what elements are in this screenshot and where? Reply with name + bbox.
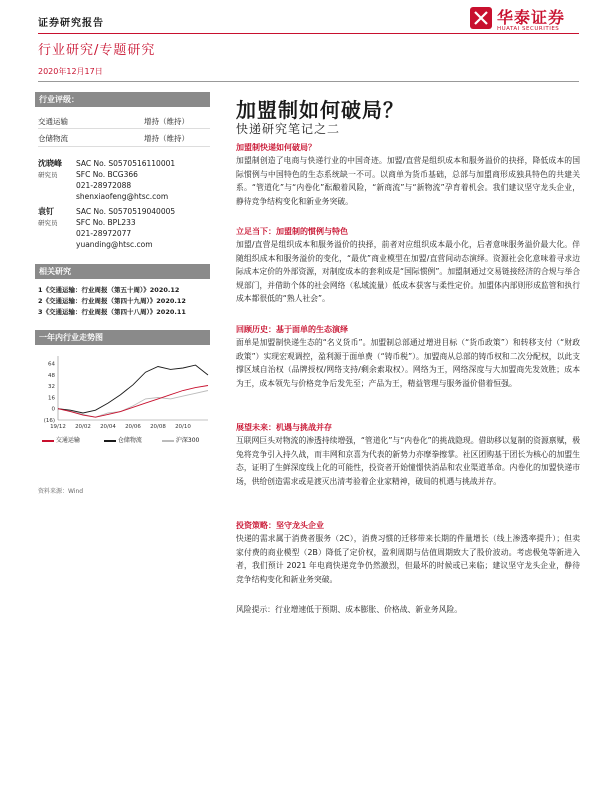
analyst-card	[38, 206, 210, 254]
analyst-email[interactable]: yuanding@htsc.com	[76, 240, 153, 249]
legend-swatch	[162, 440, 174, 442]
analyst-name: 沈晓峰	[38, 159, 62, 168]
x-tick-label: 20/06	[125, 424, 141, 430]
report-type-label: 证券研究报告	[38, 18, 104, 29]
related-list	[38, 285, 212, 318]
chart-section-header: 一年内行业走势图	[35, 330, 210, 345]
legend-item	[42, 435, 80, 444]
logo-cn-text: 华泰证券	[497, 8, 566, 27]
section-heading: 加盟制快递如何破局？	[236, 143, 316, 152]
y-tick-label: 64	[48, 361, 55, 368]
section-heading: 投资策略：坚守龙头企业	[236, 521, 324, 530]
rating-value: 增持（维持）	[144, 117, 189, 126]
related-section-header: 相关研究	[35, 264, 210, 279]
rating-sector: 仓储物流	[38, 134, 68, 143]
y-tick-label: 32	[48, 384, 55, 391]
related-item[interactable]: 1《交通运输：行业周报（第五十周）》2020.12	[38, 286, 180, 294]
section-heading: 展望未来：机遇与挑战并存	[236, 423, 332, 432]
analyst-sfc: SFC No. BCG366	[76, 170, 138, 179]
page-subtitle: 快递研究笔记之二	[236, 122, 341, 136]
report-date: 2020年12月17日	[38, 67, 103, 76]
section-body: 加盟/直营是组织成本和服务溢价的抉择，前者对应组织成本最小化，后者意味服务溢价最大化。伴随组织成本和服务溢价的变化，“最优”商业模型在加盟/直营间动态演绎。资源社会化意味着寻求边际成本定价的外部资源，对制度成本的套利成是“国际惯例”。加盟制通过交易链接经济的合规与举合规部门，并借助个体的社会网络（私域流量）低成本获客与柔性定价。加盟体内部则形成监管和执行成本都很低的“熟人社会”。	[236, 240, 580, 304]
analyst-sac: SAC No. S0570519040005	[76, 207, 176, 216]
industry-trend-chart	[38, 352, 213, 436]
related-item[interactable]: 3《交通运输：行业周报（第四十八周）》2020.11	[38, 308, 186, 316]
page-title: 加盟制如何破局？	[236, 98, 404, 122]
section-body: 互联网巨头对物流的渗透持续增强，“管道化”与“内卷化”的挑战隐现。借助移以复制的资源禀赋，极兔将竞争引入持久战，而丰网和京喜为代表的新势力亦摩拳擦掌。社区团购基于团长为核心的加盟生态，证明了生鲜深度线上化的可能性，投资者开始憧憬快消品和农业渠道革命。内卷化的加盟快递市场，供给创造需求或是渡灭出清考验着企业家精神，破局的机遇与挑战并存。	[236, 436, 580, 486]
section-heading: 回顾历史：基于面单的生态演绎	[236, 325, 348, 334]
huatai-logo-icon	[470, 7, 492, 29]
analyst-email[interactable]: shenxiaofeng@htsc.com	[76, 192, 169, 201]
y-tick-label: 16	[48, 395, 55, 402]
legend-item	[104, 435, 142, 444]
header-bottom-divider	[38, 81, 579, 82]
rating-divider	[38, 146, 210, 147]
section-body: 快递的需求属于消费者服务（2C），消费习惯的迁移带来长期的件量增长（线上渗透率提升）；但卖家付费的商业模型（2B）降低了定价权，盈利周期与估值周期致大了股价波动。考虑极兔等新进入者，我们预计 2021 年电商快递竞争仍然激烈，但最坏的时候或已来临；建议坚守龙头企业，静待竞争结构变化和新业务突破。	[236, 534, 580, 584]
analyst-sfc: SFC No. BPL233	[76, 218, 136, 227]
analyst-name: 袁钉	[38, 207, 54, 216]
legend-swatch	[104, 440, 116, 442]
rating-value: 增持（维持）	[144, 134, 189, 143]
legend-label: 交通运输	[55, 437, 80, 444]
x-tick-label: 20/10	[175, 424, 191, 430]
analyst-phone: 021-28972088	[76, 181, 132, 190]
chart-source: 资料来源：Wind	[38, 488, 84, 495]
x-tick-label: 19/12	[50, 424, 66, 430]
header-divider	[38, 33, 579, 34]
section-body: 面单是加盟制快递生态的“名义货币”。加盟制总部通过增进目标（“货币政策”）和转移支付（“财政政策”）实现宏观调控，盈利源于面单费（“铸币税”）。加盟商从总部的铸币权和二次分配权，以此支撑区域自治权（品牌授权/网络支持/剩余索取权）。网络为王，网络深度与大加盟商先发效胜；成本为王，成本领先与价格竞争后发先至；产品为王，精益管理与服务溢价借着恒强。	[236, 338, 580, 388]
analyst-card	[38, 158, 210, 206]
x-tick-label: 20/08	[150, 424, 166, 430]
rating-divider	[38, 128, 210, 129]
y-tick-label: 48	[48, 372, 55, 379]
rating-sector: 交通运输	[38, 117, 68, 126]
series-line	[58, 391, 208, 418]
report-series: 行业研究/专题研究	[38, 43, 156, 58]
analyst-phone: 021-28972077	[76, 229, 132, 238]
analyst-info	[76, 206, 175, 250]
risk-note: 风险提示：行业增速低于预期、成本膨胀、价格战、新业务风险。	[236, 605, 463, 614]
section-heading: 立足当下：加盟制的惯例与特色	[236, 227, 348, 236]
legend-swatch	[42, 440, 54, 442]
x-tick-label: 20/04	[100, 424, 116, 430]
legend-label: 仓储物流	[117, 437, 142, 444]
analyst-info	[76, 158, 175, 202]
analyst-sac: SAC No. S0570516110001	[76, 159, 176, 168]
related-item[interactable]: 2《交通运输：行业周报（第四十九周）》2020.12	[38, 297, 186, 305]
analyst-role: 研究员	[38, 171, 58, 179]
section-body: 加盟制创造了电商与快递行业的中国奇迹。加盟/直营是组织成本和服务溢价的抉择，降低成本的国际惯例与中国特色的生态系统缺一不可。以商单为货币基础，总部与加盟商形成独具特色的共建关系。“管道化”与“内卷化”酝酿着风险，“新商流”与“新物流”孕育着机会。我们建议坚守龙头企业，静待竞争结构变化和新业务突破。	[236, 156, 580, 206]
y-tick-label: 0	[51, 406, 55, 413]
legend-item	[162, 435, 199, 444]
legend-label: 沪深300	[175, 437, 200, 444]
analyst-role: 研究员	[38, 219, 58, 227]
rating-row	[38, 133, 210, 147]
rating-section-header: 行业评级：	[35, 92, 210, 107]
logo-en-text: HUATAI SECURITIES	[497, 26, 560, 32]
y-tick-label: (16)	[43, 418, 55, 424]
x-tick-label: 20/02	[75, 424, 91, 430]
